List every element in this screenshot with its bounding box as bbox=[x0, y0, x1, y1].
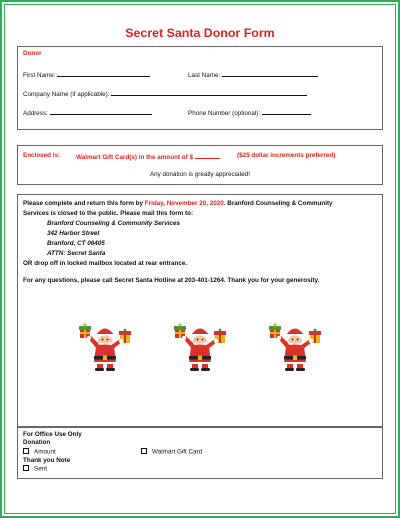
enclosed-label: Enclosed is: bbox=[23, 152, 61, 159]
instructions-line-2: Services is closed to the public. Please mail this form to: bbox=[23, 210, 194, 217]
thank-you-heading: Thank you Note bbox=[23, 457, 71, 464]
deadline-date: Friday, November 20, 2020. bbox=[144, 200, 226, 207]
mail-address-line-4: ATTN: Secret Santa bbox=[47, 250, 106, 257]
office-heading: For Office Use Only bbox=[23, 431, 82, 438]
donation-heading: Donation bbox=[23, 439, 51, 446]
santa-with-gifts-icon bbox=[172, 323, 228, 371]
mail-address-line-3: Branford, CT 06405 bbox=[47, 240, 105, 247]
gift-card-text: Walmart Gift Card(s) in the amount of $ bbox=[76, 154, 193, 161]
form-title: Secret Santa Donor Form bbox=[125, 26, 275, 40]
deadline-text: Please complete and return this form by bbox=[23, 200, 144, 207]
hotline-note: For any questions, please call Secret Santa Hotline at 203-401-1264. Thank you for your generosity. bbox=[23, 277, 320, 284]
checkbox-icon[interactable] bbox=[23, 465, 29, 471]
gift-amount-field[interactable] bbox=[195, 152, 220, 159]
santa-with-gifts-icon bbox=[77, 323, 133, 371]
amount-checkbox-row[interactable] bbox=[23, 448, 56, 457]
increments-note: ($25 dollar increments preferred) bbox=[237, 152, 336, 159]
company-label: Company Name (if applicable): bbox=[23, 91, 110, 98]
mail-address-line-1: Branford Counseling & Community Services bbox=[47, 220, 180, 227]
first-name-field[interactable] bbox=[57, 70, 150, 77]
instructions-line-1 bbox=[23, 200, 333, 208]
organization-text: Branford Counseling & Community bbox=[227, 200, 333, 207]
phone-row bbox=[188, 108, 311, 118]
phone-field[interactable] bbox=[262, 108, 311, 115]
amount-label: Amount bbox=[34, 448, 56, 456]
company-field[interactable] bbox=[111, 89, 307, 96]
sent-checkbox-row[interactable] bbox=[23, 465, 47, 474]
walmart-label: Walmart Gift Card bbox=[152, 448, 203, 456]
gift-card-row bbox=[76, 152, 220, 162]
phone-label: Phone Number (optional): bbox=[188, 110, 261, 117]
instructions-section bbox=[17, 194, 383, 427]
dropoff-note: OR drop off in locked mailbox located at rear entrance. bbox=[23, 260, 188, 267]
first-name-label: First Name: bbox=[23, 72, 56, 79]
sent-label: Sent bbox=[34, 465, 47, 473]
walmart-checkbox-row[interactable] bbox=[141, 448, 202, 457]
santa-with-gifts-icon bbox=[267, 323, 323, 371]
address-label: Address: bbox=[23, 110, 48, 117]
checkbox-icon[interactable] bbox=[23, 448, 29, 454]
appreciated-note: Any donation is greatly appreciated! bbox=[149, 171, 251, 178]
company-row bbox=[23, 89, 307, 99]
last-name-row bbox=[188, 70, 318, 80]
address-row bbox=[23, 108, 152, 118]
last-name-label: Last Name: bbox=[188, 72, 221, 79]
checkbox-icon[interactable] bbox=[141, 448, 147, 454]
first-name-row bbox=[23, 70, 150, 80]
mail-address-line-2: 342 Harbor Street bbox=[47, 230, 100, 237]
donor-heading: Donor bbox=[23, 50, 42, 57]
address-field[interactable] bbox=[50, 108, 152, 115]
last-name-field[interactable] bbox=[222, 70, 318, 77]
enclosed-section bbox=[17, 145, 383, 185]
